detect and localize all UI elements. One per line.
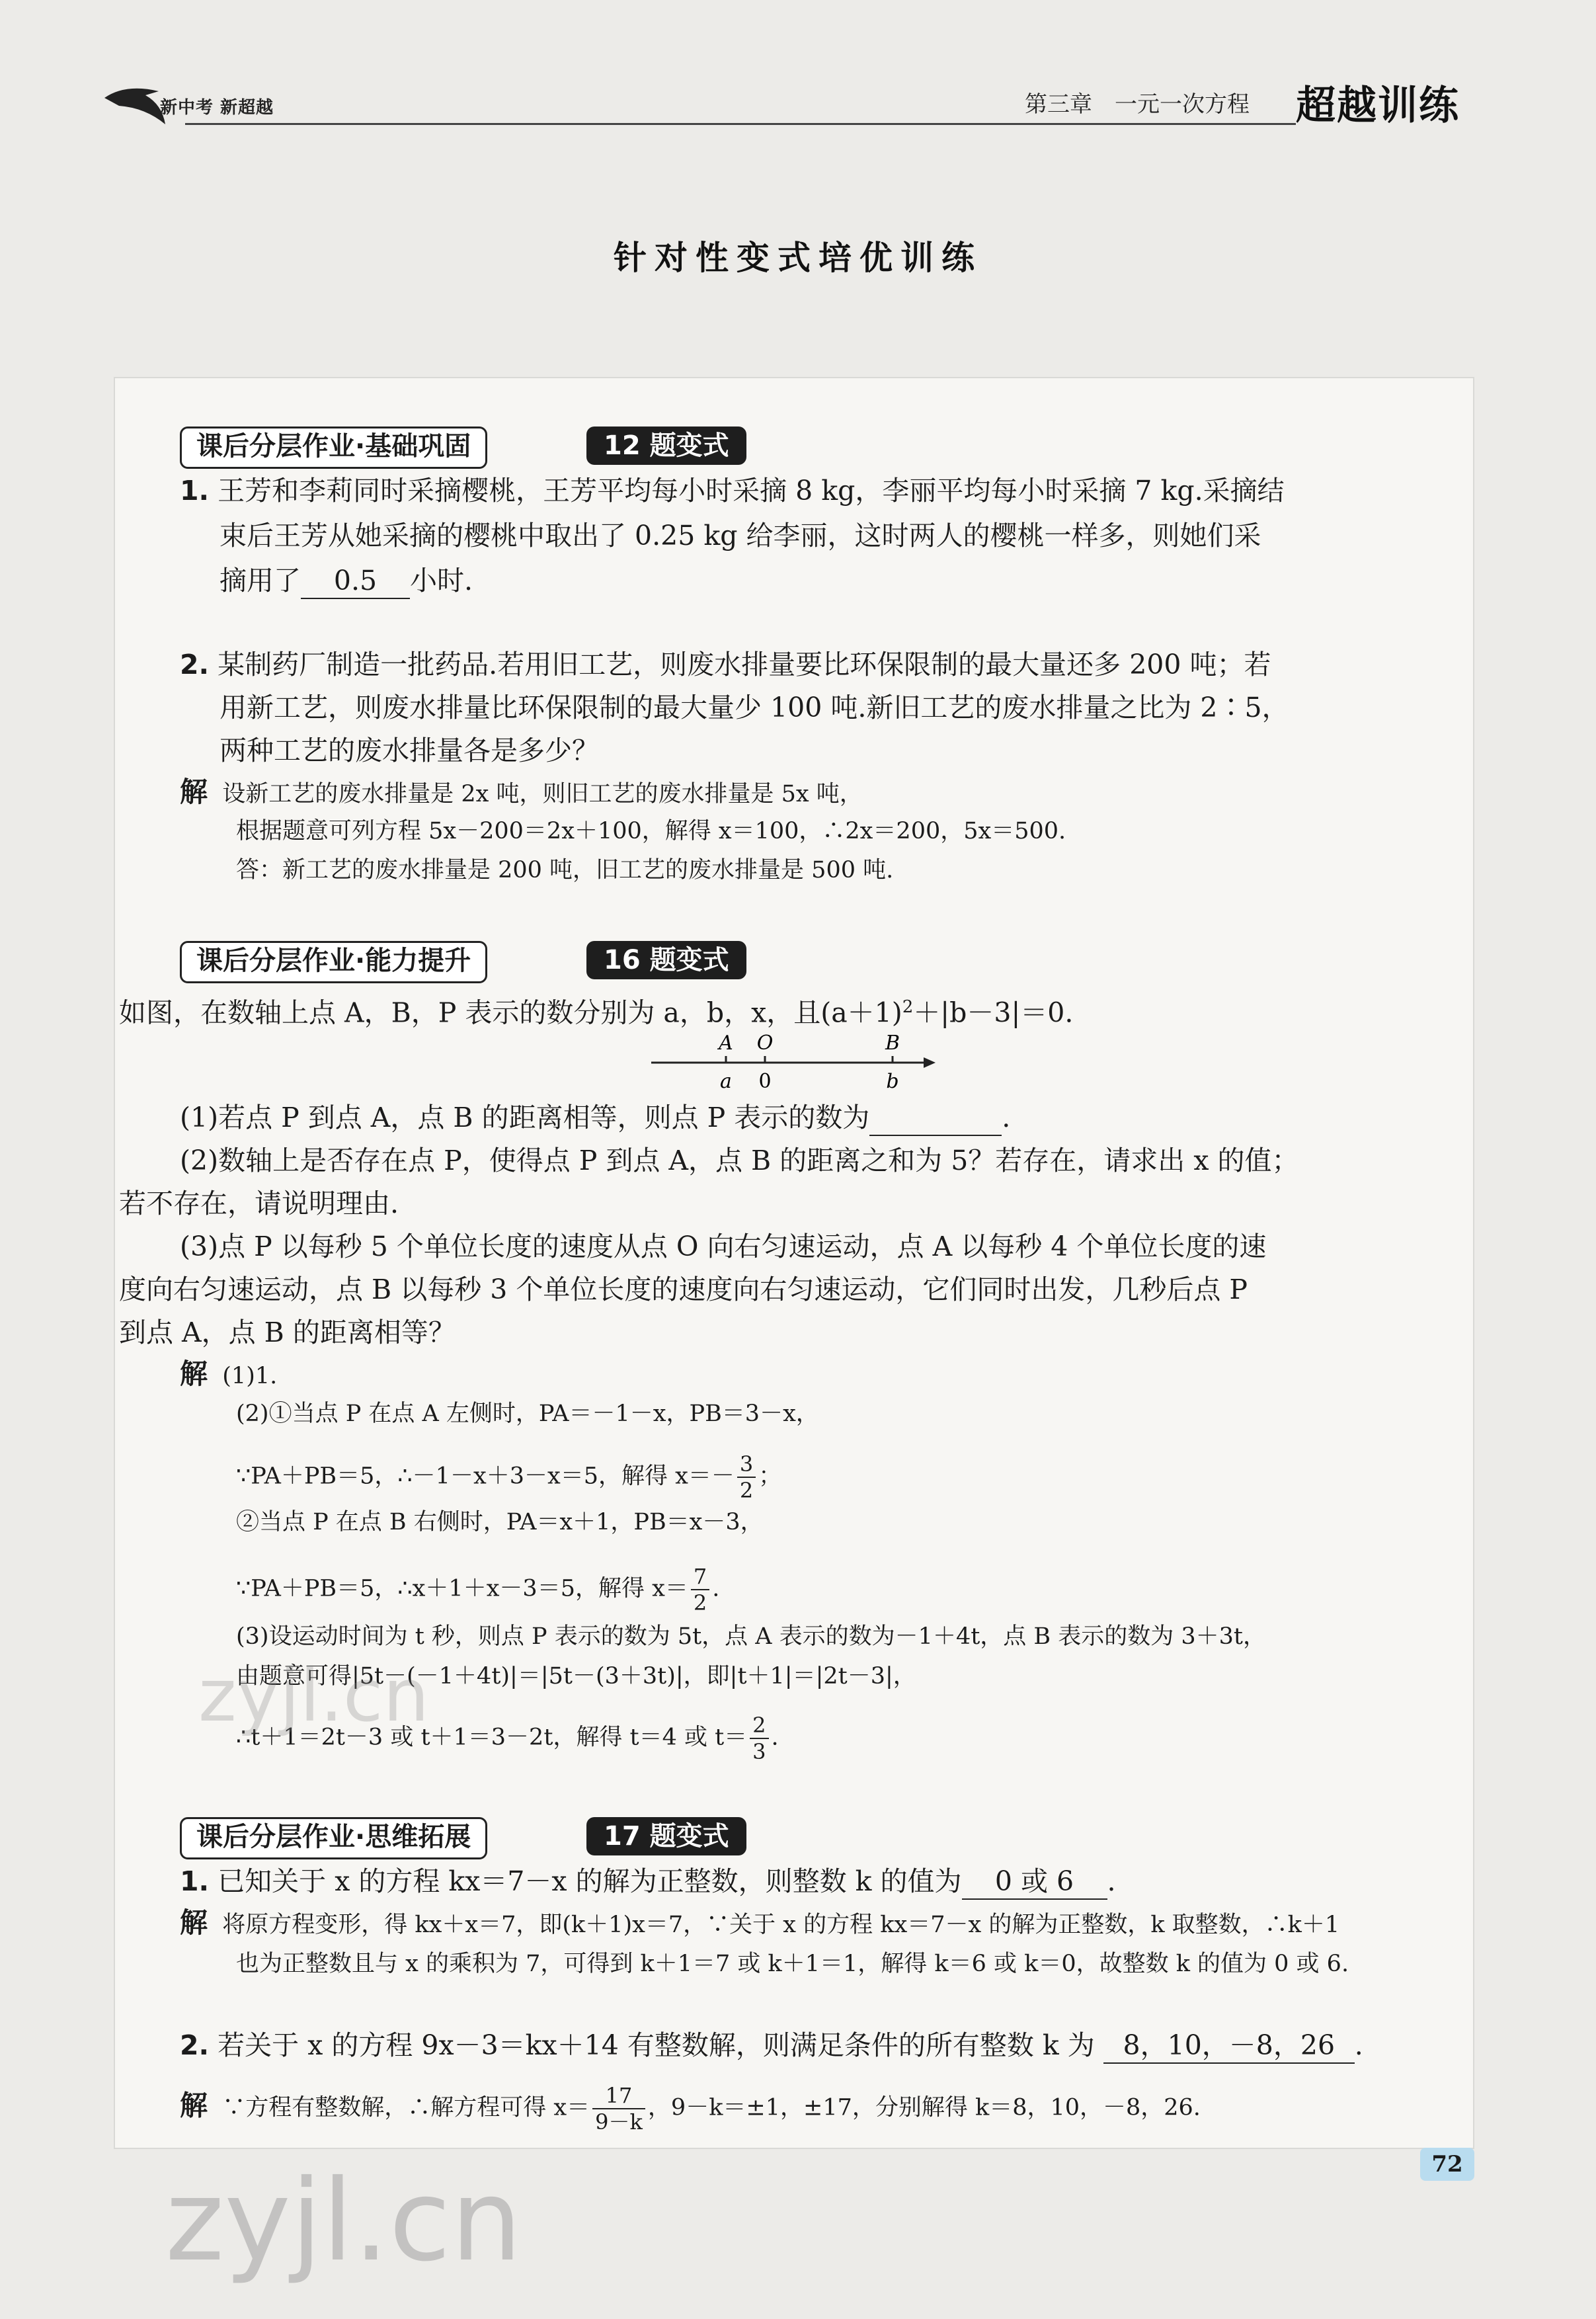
s1-q1-line1: 1. 王芳和李莉同时采摘樱桃，王芳平均每小时采摘 8 kg，李丽平均每小时采摘 7 kg.采摘结 bbox=[180, 475, 1285, 507]
label-b: b bbox=[886, 1070, 899, 1093]
section-label: 课后分层作业·思维拓展 bbox=[180, 1817, 487, 1859]
s2-solution-1: 解 (1)1. bbox=[180, 1358, 278, 1390]
answer-blank: 0 或 6 bbox=[962, 1864, 1107, 1900]
watermark-small: zyjl.cn bbox=[198, 1653, 430, 1738]
solution-mark: 解 bbox=[180, 1906, 208, 1939]
answer-blank bbox=[869, 1100, 1002, 1136]
series-title: 超越训练 bbox=[1296, 83, 1460, 129]
s1-q2-line1: 2. 某制药厂制造一批药品.若用旧工艺，则废水排量要比环保限制的最大量还多 200 吨；若 bbox=[180, 649, 1271, 680]
s2-part2-line1: (2)数轴上是否存在点 P，使得点 P 到点 A，点 B 的距离之和为 5？若存在，请求出 x 的值； bbox=[180, 1145, 1299, 1176]
section-label: 课后分层作业·基础巩固 bbox=[180, 427, 487, 469]
solution-mark: 解 bbox=[180, 1358, 208, 1390]
number-line-arrow-icon bbox=[924, 1057, 936, 1068]
s2-part1: (1)若点 P 到点 A，点 B 的距离相等，则点 P 表示的数为 . bbox=[180, 1098, 1010, 1137]
s2-solution-2: (2)①当点 P 在点 A 左侧时，PA＝－1－x，PB＝3－x， bbox=[236, 1401, 819, 1427]
s3-q2-solution-1: 解 ∵方程有整数解，∴解方程可得 x＝ $\frac{17}{9-k}$ ，9－k＝±1，±17，分别解得 k＝8，10，－8，26. bbox=[180, 2083, 1201, 2135]
answer-blank: 8，10，－8，26 bbox=[1103, 2028, 1355, 2064]
label-O: O bbox=[756, 1032, 774, 1055]
solution-mark: 解 bbox=[180, 2089, 208, 2122]
header-divider bbox=[185, 123, 1296, 125]
s1-q2-solution-3: 答：新工艺的废水排量是 200 吨，旧工艺的废水排量是 500 吨. bbox=[236, 857, 894, 883]
solution-mark: 解 bbox=[180, 776, 208, 808]
s3-q1-line1: 1. 已知关于 x 的方程 kx＝7－x 的解为正整数，则整数 k 的值为 0 或 6 . bbox=[180, 1861, 1116, 1901]
s2-intro: 如图，在数轴上点 A，B，P 表示的数分别为 a，b，x，且$(a+1)^2+|b-3|=0$. bbox=[119, 997, 1074, 1029]
s1-q2-line3: 两种工艺的废水排量各是多少？ bbox=[219, 735, 599, 766]
fraction: $\frac{2}{3}$ bbox=[750, 1713, 768, 1764]
watermark-large: zyjl.cn bbox=[165, 2156, 522, 2287]
s2-solution-3: ∵PA＋PB＝5，∴－1－x＋3－x＝5，解得 x＝－ $\frac{3}{2}$ ； bbox=[236, 1451, 782, 1503]
s1-q2-solution-1: 解 设新工艺的废水排量是 2x 吨，则旧工艺的废水排量是 5x 吨， bbox=[180, 776, 863, 808]
number-line-diagram bbox=[651, 1028, 942, 1101]
s3-q1-solution-2: 也为正整数且与 x 的乘积为 7，可得到 k＋1＝7 或 k＋1＝1，解得 k＝6 或 k＝0，故整数 k 的值为 0 或 6. bbox=[236, 1951, 1349, 1977]
s2-solution-7: 由题意可得|5t－(－1＋4t)|＝|5t－(3＋3t)|，即|t＋1|＝|2t－3|， bbox=[236, 1663, 916, 1689]
s2-solution-4: ②当点 P 在点 B 右侧时，PA＝x＋1，PB＝x－3， bbox=[236, 1509, 764, 1535]
section-label: 课后分层作业·能力提升 bbox=[180, 941, 487, 983]
section-tag: 12 题变式 bbox=[586, 427, 746, 465]
s2-solution-6: (3)设运动时间为 t 秒，则点 P 表示的数为 5t，点 A 表示的数为－1＋4t，点 B 表示的数为 3＋3t， bbox=[236, 1623, 1266, 1650]
s1-q1-line2: 束后王芳从她采摘的樱桃中取出了 0.25 kg 给李丽，这时两人的樱桃一样多，则她们采 bbox=[219, 520, 1261, 551]
s1-q2-solution-2: 根据题意可列方程 5x－200＝2x＋100，解得 x＝100，∴2x＝200，5x＝500. bbox=[236, 818, 1066, 844]
s2-part3-line2: 度向右匀速运动，点 B 以每秒 3 个单位长度的速度向右匀速运动，它们同时出发，几秒后点 P bbox=[119, 1274, 1248, 1305]
label-A: A bbox=[719, 1032, 733, 1055]
page-number: 72 bbox=[1420, 2148, 1474, 2181]
brand-logo bbox=[99, 78, 417, 138]
label-a: a bbox=[720, 1070, 732, 1093]
s2-solution-5: ∵PA＋PB＝5，∴x＋1＋x－3＝5，解得 x＝ $\frac{7}{2}$ . bbox=[236, 1564, 720, 1615]
s2-part3-line3: 到点 A，点 B 的距离相等？ bbox=[119, 1317, 456, 1348]
label-B: B bbox=[885, 1032, 900, 1055]
s2-part2-line2: 若不存在，请说明理由. bbox=[119, 1188, 399, 1219]
fraction: $\frac{3}{2}$ bbox=[737, 1451, 756, 1503]
s2-part3-line1: (3)点 P 以每秒 5 个单位长度的速度从点 O 向右匀速运动，点 A 以每秒 4 个单位长度的速 bbox=[180, 1231, 1267, 1262]
s2-solution-8: ∴t＋1＝2t－3 或 t＋1＝3－2t，解得 t＝4 或 t＝ $\frac{2}{3}$ . bbox=[236, 1713, 779, 1764]
answer-blank: 0.5 bbox=[301, 563, 410, 599]
fraction: $\frac{17}{9-k}$ bbox=[592, 2083, 645, 2135]
fraction: $\frac{7}{2}$ bbox=[691, 1564, 709, 1615]
s3-q2-line1: 2. 若关于 x 的方程 9x－3＝kx＋14 有整数解，则满足条件的所有整数 k 为 8，10，－8，26 . bbox=[180, 2025, 1363, 2065]
s3-q1-solution-1: 解 将原方程变形，得 kx＋x＝7，即(k＋1)x＝7，∵关于 x 的方程 kx＝7－x 的解为正整数，k 取整数，∴k＋1 bbox=[180, 1906, 1340, 1939]
s1-q1-line3: 摘用了 0.5 小时. bbox=[219, 561, 473, 600]
page-title: 针对性变式培优训练 bbox=[614, 239, 982, 277]
section-tag: 17 题变式 bbox=[586, 1817, 746, 1855]
section-tag: 16 题变式 bbox=[586, 941, 746, 979]
s1-q2-line2: 用新工艺，则废水排量比环保限制的最大量少 100 吨.新旧工艺的废水排量之比为 2∶5， bbox=[219, 692, 1289, 723]
chapter-title: 第三章 一元一次方程 bbox=[1025, 91, 1250, 118]
brand-text: 新中考 新超越 bbox=[160, 98, 274, 118]
label-0: 0 bbox=[758, 1070, 772, 1093]
